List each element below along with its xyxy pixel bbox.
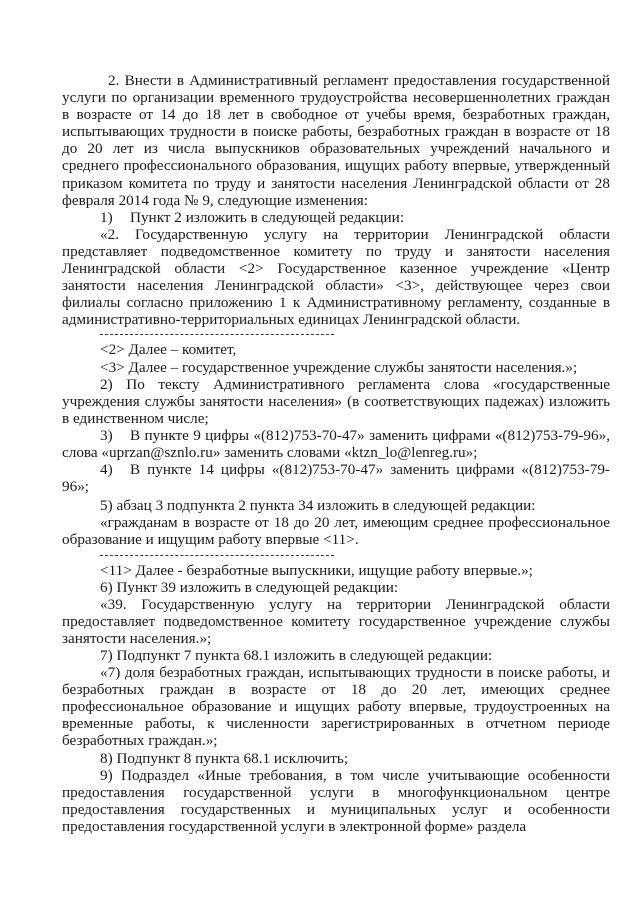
item-number: 1) (100, 208, 113, 226)
quote-paragraph-7: «7) доля безработных граждан, испытывающих трудности в поиске работы, и безработных граждан в возрасте от 18 до 20 лет, имеющих среднее профессиональное образование и ищущих работу впервые, трудоустроенных на временные работы, к численности зарегистрированных в отчетном периоде безработных граждан.»; (62, 664, 610, 750)
footnote-2: <2> Далее – комитет, (100, 341, 237, 359)
item-number: 3) (100, 426, 113, 444)
list-item-2: 2) По тексту Административного регламента слова «государственные учреждения службы занятости населения» (в соответствующих падежах) изложить в единственном числе; (62, 375, 610, 427)
item-text: Пункт 2 изложить в следующей редакции: (130, 208, 405, 226)
footnote-separator (100, 334, 334, 335)
quote-paragraph-5: «гражданам в возрасте от 18 до 20 лет, имеющим среднее профессиональное образование и ищущим работу впервые <11>. (62, 514, 610, 549)
footnote-3: <3> Далее – государственное учреждение службы занятости населения.»; (100, 358, 578, 376)
item-number: 4) (100, 461, 113, 479)
item-4-text: В пункте 14 цифры «(812)753-70-47» заменить цифрами «(812)753-79-96»; (62, 461, 610, 496)
list-item-1 (62, 209, 610, 226)
intro-paragraph: 2. Внести в Административный регламент предоставления государственной услуги по организации временного трудоустройства несовершеннолетних граждан в возрасте от 14 до 18 лет в свободное от учебы время, безработных граждан, испытывающих трудности в поиске работы, безработных граждан в возрасте от 18 до 20 лет из числа выпускников образовательных учреждений начального и среднего профессионального образования, ищущих работу впервые, утвержденный приказом комитета по труду и занятости населения Ленинградской области от 28 февраля 2014 года № 9, следующие изменения: (62, 72, 610, 209)
list-item-7: 7) Подпункт 7 пункта 68.1 изложить в следующей редакции: (100, 647, 493, 664)
list-item-5: 5) абзац 3 подпункта 2 пункта 34 изложить в следующей редакции: (100, 497, 536, 515)
quote-paragraph-2: «2. Государственную услугу на территории Ленинградской области представляет подведомственное комитету по труду и занятости населения Ленинградской области <2> Государственное казенное учреждение «Центр занятости населения Ленинградской области» <3>, действующее через свои филиалы согласно приложению 1 к Административному регламенту, созданные в административно-территориальных единицах Ленинградской области. (62, 225, 610, 329)
footnote-11: <11> Далее - безработные выпускники, ищущие работу впервые.»; (100, 561, 533, 579)
list-item-6: 6) Пункт 39 изложить в следующей редакции: (100, 578, 399, 596)
list-item-9: 9) Подраздел «Иные требования, в том числе учитывающие особенности предоставления государственной услуги в многофункциональном центре предоставления государственных и муниципальных услуг и особенности предоставления государственной услуги в электронной форме» раздела (62, 766, 610, 835)
list-item-8: 8) Подпункт 8 пункта 68.1 исключить; (100, 749, 349, 767)
quote-paragraph-39: «39. Государственную услугу на территории Ленинградской области предоставляет подведомственное комитету государственное учреждение службы занятости населения.»; (62, 595, 610, 647)
footnote-separator-2 (100, 555, 334, 556)
item-3-text: В пункте 9 цифры «(812)753-70-47» заменить цифрами «(812)753-79-96», слова «uprzan@sznlo.ru» заменить словами «ktzn_lo@lenreg.ru»; (62, 426, 610, 461)
